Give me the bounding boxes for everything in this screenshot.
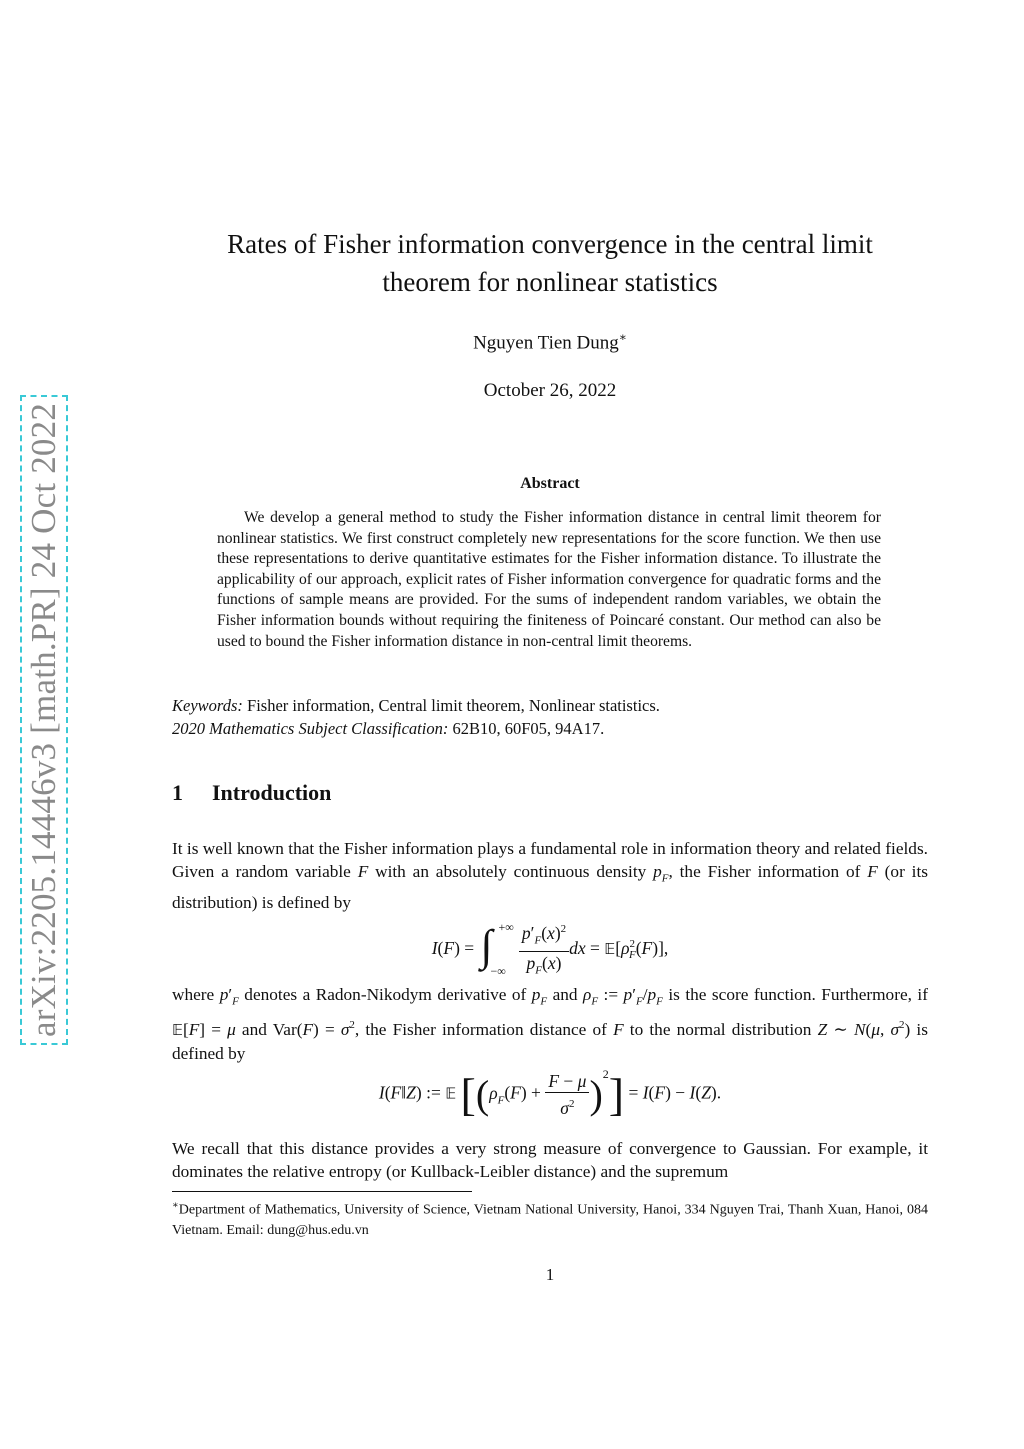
footnote-mark: ∗ <box>172 1200 179 1211</box>
p2-text-f: , the Fisher information distance of <box>354 1019 614 1039</box>
section-heading <box>172 780 331 806</box>
abstract-heading: Abstract <box>520 475 580 492</box>
msc-label: 2020 Mathematics Subject Classification: <box>172 719 449 738</box>
section-number: 1 <box>172 780 183 805</box>
paragraph-1 <box>172 837 928 914</box>
p1-text-c: , the Fisher information of <box>668 862 868 882</box>
msc-value: 62B10, 60F05, 94A17. <box>452 719 605 738</box>
title-line-1: Rates of Fisher information convergence in the central limit <box>227 229 873 259</box>
arxiv-stamp <box>20 395 68 1045</box>
abstract-body: We develop a general method to study the Fisher information distance in central limit theorem for nonlinear statistics. We first construct completely new representations for the score function. We then use these representations to derive quantitative estimates for the Fisher information distance. To illustrate the applicability of our approach, explicit rates of Fisher information convergence for quadratic forms and the functions of sample means are provided. For the sums of independent random variables, we obtain the Fisher information bounds without requiring the finiteness of Poincaré constant. Our method can also be used to bound the Fisher information distance in non-central limit theorems. <box>217 509 881 650</box>
p2-text-e: and <box>235 1019 273 1039</box>
msc-classification <box>172 718 932 740</box>
paper-title <box>170 225 930 301</box>
p2-text-a: where <box>172 985 220 1004</box>
equation-fisher-information: I(F) = ∫ +∞ −∞ $\frac{p'_F(x)^2}{p_F(x)}$ dx = $𝔼[\rho^2_F(F)]$, <box>431 919 669 978</box>
math-F: F <box>867 862 878 882</box>
page-number: 1 <box>545 1265 555 1284</box>
footnote <box>172 1196 928 1241</box>
date: October 26, 2022 <box>483 380 617 401</box>
p2-text-g: to the normal distribution <box>623 1019 818 1039</box>
p1-text-d: (or its distribution) is defined by <box>172 862 928 912</box>
author <box>170 330 930 354</box>
keywords-value: Fisher information, Central limit theorem, Nonlinear statistics. <box>247 696 660 715</box>
arxiv-id: arXiv:2205.14446v3 [math.PR] 24 Oct 2022 <box>24 402 63 1038</box>
p2-text-d: is the score function. Furthermore, if <box>662 985 928 1004</box>
keywords-label: Keywords: <box>172 696 243 715</box>
equation-fisher-distance: I(F‖Z) := 𝔼 [($\rho_F(F)$ + $\frac{F - \mu}{\sigma^2}$ )$^2$] = I(F) − I(Z). <box>378 1066 722 1120</box>
footnote-rule <box>172 1191 472 1192</box>
section-title: Introduction <box>212 780 332 805</box>
paragraph-2: where $p'_F$ denotes a Radon-Nikodym derivative of $p_F$ and $\rho_F$ := $p'_F/p_F$ is the score function. Furthermore, if 𝔼[F] = μ and $Var(F) = \sigma^2$, the Fisher information distance of F to the normal distribution Z ∼ N(μ, $\sigma^2$) is defined by <box>172 985 928 1063</box>
keywords <box>172 695 932 717</box>
math-F: F <box>357 862 369 882</box>
paragraph-3: We recall that this distance provides a very strong measure of convergence to Gaussian. For example, it dominates the relative entropy (or Kullback-Leibler distance) and the supremum <box>172 1139 928 1182</box>
p1-text-b: with an absolutely continuous density <box>368 862 654 882</box>
p1-text-a: It is well known that the Fisher information plays a fundamental role in information theory and related fields. Given a random variable <box>172 839 928 882</box>
footnote-text: Department of Mathematics, University of Science, Vietnam National University, Hanoi, 334 Nguyen Trai, Thanh Xuan, Hanoi, 084 Vietnam. Email: dung@hus.edu.vn <box>172 1202 928 1238</box>
math-pF: $p_F$ <box>653 862 669 885</box>
p2-text-b: denotes a Radon-Nikodym derivative of <box>238 985 532 1004</box>
title-line-2: theorem for nonlinear statistics <box>382 267 718 297</box>
author-footnote-mark: ∗ <box>618 330 627 344</box>
author-name: Nguyen Tien Dung <box>473 332 619 354</box>
p2-text-h: is defined by <box>172 1019 928 1063</box>
p2-text-c: and <box>547 985 584 1004</box>
